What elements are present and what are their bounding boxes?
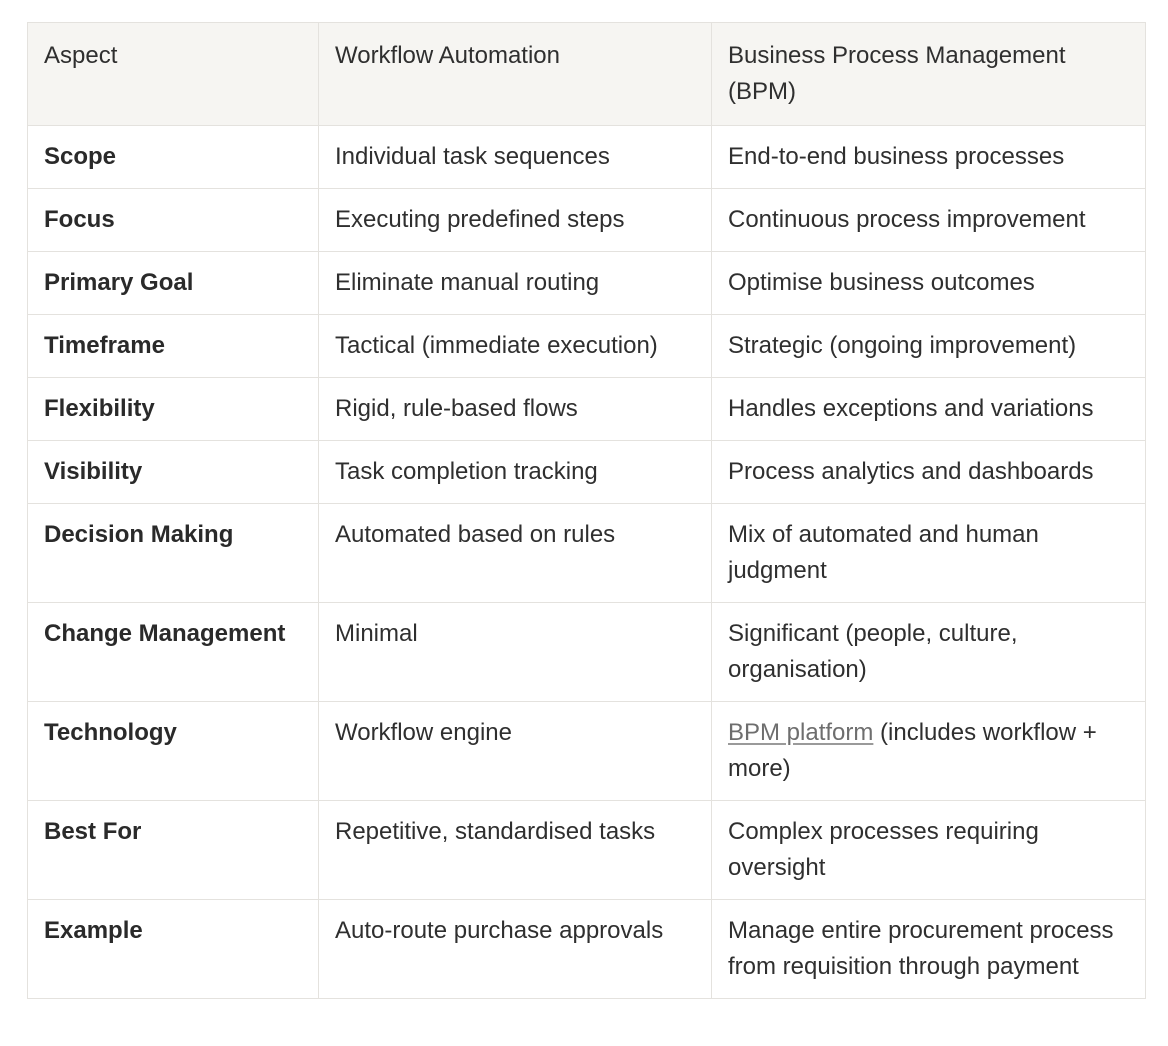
workflow-cell: Tactical (immediate execution) (319, 315, 712, 378)
aspect-cell: Visibility (28, 441, 319, 504)
table-row (28, 189, 1146, 252)
table-row (28, 126, 1146, 189)
table-body (28, 126, 1146, 999)
workflow-cell: Repetitive, standardised tasks (319, 801, 712, 900)
bpm-cell: Handles exceptions and variations (712, 378, 1146, 441)
table-row (28, 504, 1146, 603)
bpm-cell-text: (includes workflow + more) (728, 719, 1097, 782)
workflow-cell: Executing predefined steps (319, 189, 712, 252)
bpm-cell: End-to-end business processes (712, 126, 1146, 189)
aspect-cell: Focus (28, 189, 319, 252)
bpm-cell: Optimise business outcomes (712, 252, 1146, 315)
comparison-table (27, 22, 1146, 999)
aspect-cell: Technology (28, 702, 319, 801)
bpm-cell: Significant (people, culture, organisation) (712, 603, 1146, 702)
workflow-cell: Automated based on rules (319, 504, 712, 603)
aspect-cell: Change Management (28, 603, 319, 702)
table-header (28, 23, 1146, 126)
header-workflow-automation: Workflow Automation (319, 23, 712, 126)
bpm-cell: Continuous process improvement (712, 189, 1146, 252)
aspect-cell: Example (28, 900, 319, 999)
aspect-cell: Scope (28, 126, 319, 189)
bpm-cell: Mix of automated and human judgment (712, 504, 1146, 603)
aspect-cell: Best For (28, 801, 319, 900)
header-aspect: Aspect (28, 23, 319, 126)
table-row (28, 441, 1146, 504)
workflow-cell: Workflow engine (319, 702, 712, 801)
table-row (28, 252, 1146, 315)
bpm-cell (712, 702, 1146, 801)
aspect-cell: Timeframe (28, 315, 319, 378)
bpm-platform-link[interactable]: BPM platform (728, 719, 874, 746)
workflow-cell: Task completion tracking (319, 441, 712, 504)
bpm-cell: Manage entire procurement process from requisition through payment (712, 900, 1146, 999)
aspect-cell: Decision Making (28, 504, 319, 603)
table-row (28, 378, 1146, 441)
table-row (28, 315, 1146, 378)
aspect-cell: Flexibility (28, 378, 319, 441)
table-row (28, 702, 1146, 801)
workflow-cell: Eliminate manual routing (319, 252, 712, 315)
table-row (28, 801, 1146, 900)
header-row (28, 23, 1146, 126)
workflow-cell: Auto-route purchase approvals (319, 900, 712, 999)
table-row (28, 900, 1146, 999)
workflow-cell: Minimal (319, 603, 712, 702)
table-row (28, 603, 1146, 702)
comparison-table-container (27, 22, 1145, 999)
workflow-cell: Rigid, rule-based flows (319, 378, 712, 441)
header-bpm: Business Process Management (BPM) (712, 23, 1146, 126)
bpm-cell: Strategic (ongoing improvement) (712, 315, 1146, 378)
workflow-cell: Individual task sequences (319, 126, 712, 189)
bpm-cell: Process analytics and dashboards (712, 441, 1146, 504)
bpm-cell: Complex processes requiring oversight (712, 801, 1146, 900)
aspect-cell: Primary Goal (28, 252, 319, 315)
